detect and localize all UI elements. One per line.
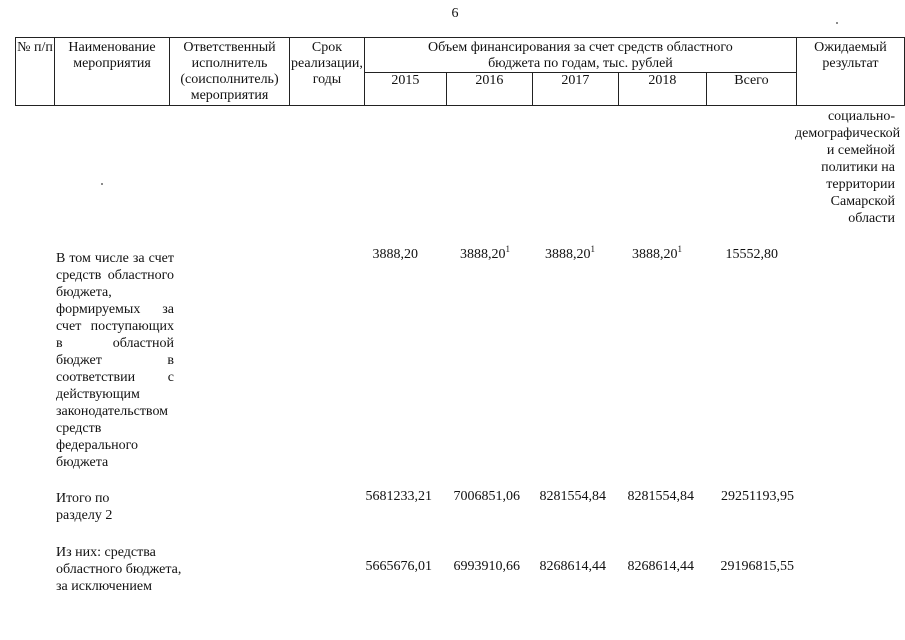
row-2-2018: 8281554,84 [627, 489, 694, 504]
header-year-2016: 2016 [446, 73, 532, 106]
row-2-2016: 7006851,06 [453, 489, 520, 504]
row-1-2018: 3888,20$^1$ [632, 244, 682, 262]
header-year-2018: 2018 [618, 73, 706, 106]
row-1-2017: 3888,20$^1$ [545, 244, 595, 262]
page-number: 6 [451, 6, 459, 21]
header-term: Срок реализации, годы [290, 38, 365, 106]
result-continuation: социально-демографической и семейной политики на территории Самарской области [795, 109, 901, 226]
row-3-2015: 5665676,01 [365, 559, 432, 574]
row-3-2016: 6993910,66 [453, 559, 520, 574]
scan-speck [836, 22, 838, 24]
table-header [15, 37, 905, 106]
header-result: Ожидаемый результат [796, 38, 904, 106]
header-total: Всего [706, 73, 796, 106]
row-3-2017: 8268614,44 [539, 559, 606, 574]
row-1-2016: 3888,20$^1$ [460, 244, 510, 262]
row-1-name: В том числе за счет средств областного бюджета, формируемых за счет поступающих в областной бюджет в соответствии с действующим законодательством средств федерального бюджета [56, 251, 174, 470]
row-1-total: 15552,80 [725, 247, 778, 262]
row-2-2017: 8281554,84 [539, 489, 606, 504]
row-2-2015: 5681233,21 [365, 489, 432, 504]
scan-speck [101, 183, 103, 185]
header-year-2017: 2017 [532, 73, 618, 106]
header-executor: Ответственный исполнитель (соисполнитель) мероприятия [170, 38, 290, 106]
row-2-total: 29251193,95 [721, 489, 794, 504]
header-num: № п/п [16, 38, 55, 106]
row-3-name: Из них: средства областного бюджета, за исключением [56, 545, 182, 594]
header-name: Наименование мероприятия [55, 38, 170, 106]
row-2-name: Итого по разделу 2 [56, 491, 113, 523]
row-3-total: 29196815,55 [720, 559, 794, 574]
header-year-2015: 2015 [364, 73, 446, 106]
header-funding: Объем финансирования за счет средств областного бюджета по годам, тыс. рублей [364, 38, 796, 73]
row-1-2015: 3888,20 [372, 247, 418, 262]
row-3-2018: 8268614,44 [627, 559, 694, 574]
